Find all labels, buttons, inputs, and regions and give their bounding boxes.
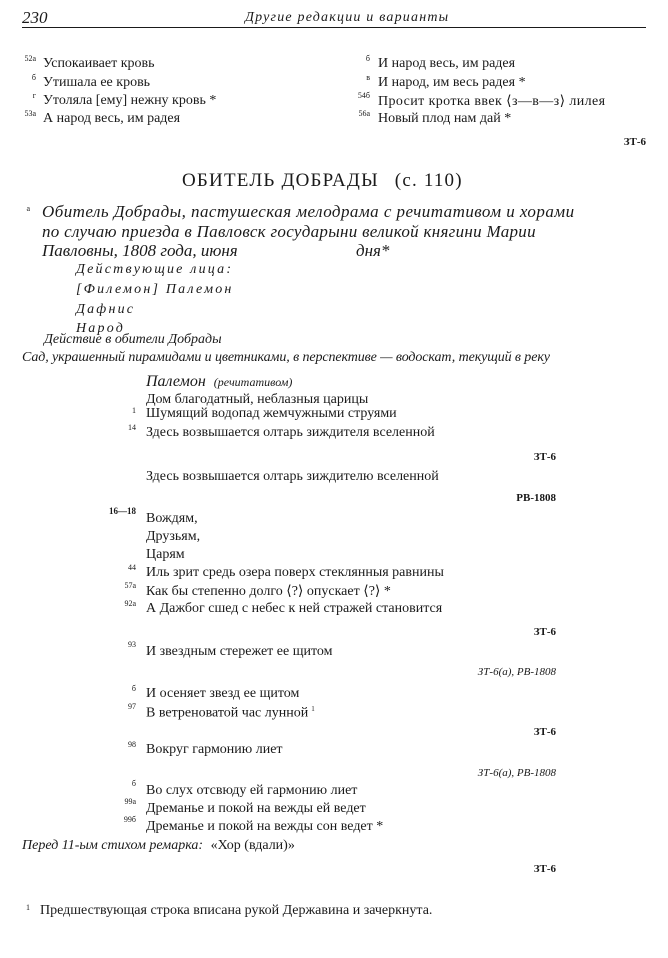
variant-line: А народ весь, им радея <box>43 111 181 126</box>
variant-line: Новый плод нам дай * <box>378 111 512 126</box>
source-siglum: РВ-1808 <box>516 492 556 504</box>
line-number: 99а <box>124 797 136 806</box>
verse-line: Во слух отсвюду ей гармонию лиет <box>146 783 358 798</box>
verse-line: А Дажбог сшед с небес к ней стражей становится <box>146 601 443 616</box>
footnote-text: Предшествующая строка вписана рукой Державина и зачеркнута. <box>40 903 433 918</box>
verse-line: Здесь возвышается олтарь зиждителя вселенной <box>146 425 435 440</box>
remark-label: Перед 11-ым стихом ремарка: <box>22 838 204 853</box>
source-siglum: ЗТ-6 <box>533 726 556 738</box>
variant-line: Просит кротка ввек ⟨з—в—з⟩ лилея <box>378 94 606 109</box>
footnote-mark: 1 <box>26 903 30 912</box>
speaker-note: (речитативом) <box>213 375 293 389</box>
line-number: 44 <box>128 563 136 572</box>
cast-member: Народ <box>76 321 126 336</box>
note-mark: а <box>26 204 30 213</box>
footnote-reference[interactable]: 1 <box>311 705 315 713</box>
line-number: 1 <box>132 406 136 415</box>
verse-line: Здесь возвышается олтарь зиждителю вселенной <box>146 469 439 484</box>
source-siglum: ЗТ-6(а), РВ-1808 <box>477 666 556 678</box>
speaker <box>146 373 292 391</box>
line-number: б <box>365 54 370 63</box>
verse-line-text: В ветреноватой час лунной <box>146 705 309 721</box>
source-siglum: ЗТ-6 <box>533 451 556 463</box>
speaker-name: Палемон <box>146 373 206 390</box>
line-number: 57а <box>124 581 136 590</box>
verse-line: Как бы степенно долго ⟨?⟩ опускает ⟨?⟩ * <box>146 584 391 599</box>
line-number: в <box>366 73 370 82</box>
verse-line: Иль зрит средь озера поверх стеклянныя равнины <box>146 565 444 580</box>
remark <box>22 838 295 854</box>
line-number: 98 <box>128 740 136 749</box>
verse-line: Дом благодатный, неблазныя царицы <box>146 392 369 407</box>
variant-line: Утишала ее кровь <box>43 75 151 90</box>
cast-member: Дафнис <box>76 302 136 317</box>
intro-line: Обитель Добрады, пастушеская мелодрама с речитативом и хорами <box>42 202 575 221</box>
verse-line: Шумящий водопад жемчужными струями <box>146 406 397 421</box>
line-number: 52а <box>24 54 36 63</box>
line-number: 53а <box>24 109 36 118</box>
verse-line: И звездным стережет ее щитом <box>146 644 333 659</box>
intro-line: по случаю приезда в Павловск государыни великой княгини Марии <box>42 222 536 241</box>
verse-line <box>146 705 315 722</box>
verse-line: Вождям, <box>146 511 198 526</box>
variant-line: Успокаивает кровь <box>43 56 155 71</box>
source-siglum: ЗТ-6 <box>533 863 556 875</box>
cast-heading: Действующие лица: <box>76 262 234 277</box>
variant-line: И народ, им весь радея * <box>378 75 526 90</box>
verse-line: Дреманье и покой на вежды сон ведет * <box>146 819 384 834</box>
section-title <box>182 170 463 192</box>
verse-line: Дреманье и покой на вежды ей ведет <box>146 801 366 816</box>
intro-line: Павловны, 1808 года, июня <box>42 241 238 260</box>
header-rule <box>22 27 646 28</box>
intro-day: дня* <box>356 241 390 260</box>
remark-text: «Хор (вдали)» <box>210 838 295 853</box>
cast-member: [Филемон] Палемон <box>76 282 234 297</box>
stage-direction: Сад, украшенный пирамидами и цветниками, в перспективе — водоскат, текущий в реку <box>22 350 550 365</box>
source-siglum: ЗТ-6(а), РВ-1808 <box>477 767 556 779</box>
verse-line: И осеняет звезд ее щитом <box>146 686 300 701</box>
verse-line: Вокруг гармонию лиет <box>146 742 283 757</box>
verse-line: Царям <box>146 547 185 562</box>
source-siglum: ЗТ-6 <box>623 136 646 148</box>
line-number: б <box>31 73 36 82</box>
variant-line: И народ весь, им радея <box>378 56 516 71</box>
verse-line: Друзьям, <box>146 529 201 544</box>
page-number: 230 <box>22 8 48 27</box>
line-number: 16—18 <box>109 506 136 516</box>
line-number: г <box>32 91 36 100</box>
line-number: 93 <box>128 640 136 649</box>
setting: Действие в обители Добрады <box>44 332 222 347</box>
section-title-text: ОБИТЕЛЬ ДОБРАДЫ <box>182 170 379 191</box>
line-number: 14 <box>128 423 136 432</box>
line-number: б <box>131 684 136 693</box>
line-number: 92а <box>124 599 136 608</box>
section-page-ref: (с. 110) <box>394 170 463 191</box>
line-number: б <box>131 779 136 788</box>
line-number: 99б <box>123 815 136 824</box>
source-siglum: ЗТ-6 <box>533 626 556 638</box>
variant-line: Утоляла [ему] нежну кровь * <box>43 93 217 108</box>
line-number: 56а <box>358 109 370 118</box>
running-title: Другие редакции и варианты <box>245 10 450 25</box>
line-number: 97 <box>128 702 136 711</box>
line-number: 54б <box>357 91 370 100</box>
